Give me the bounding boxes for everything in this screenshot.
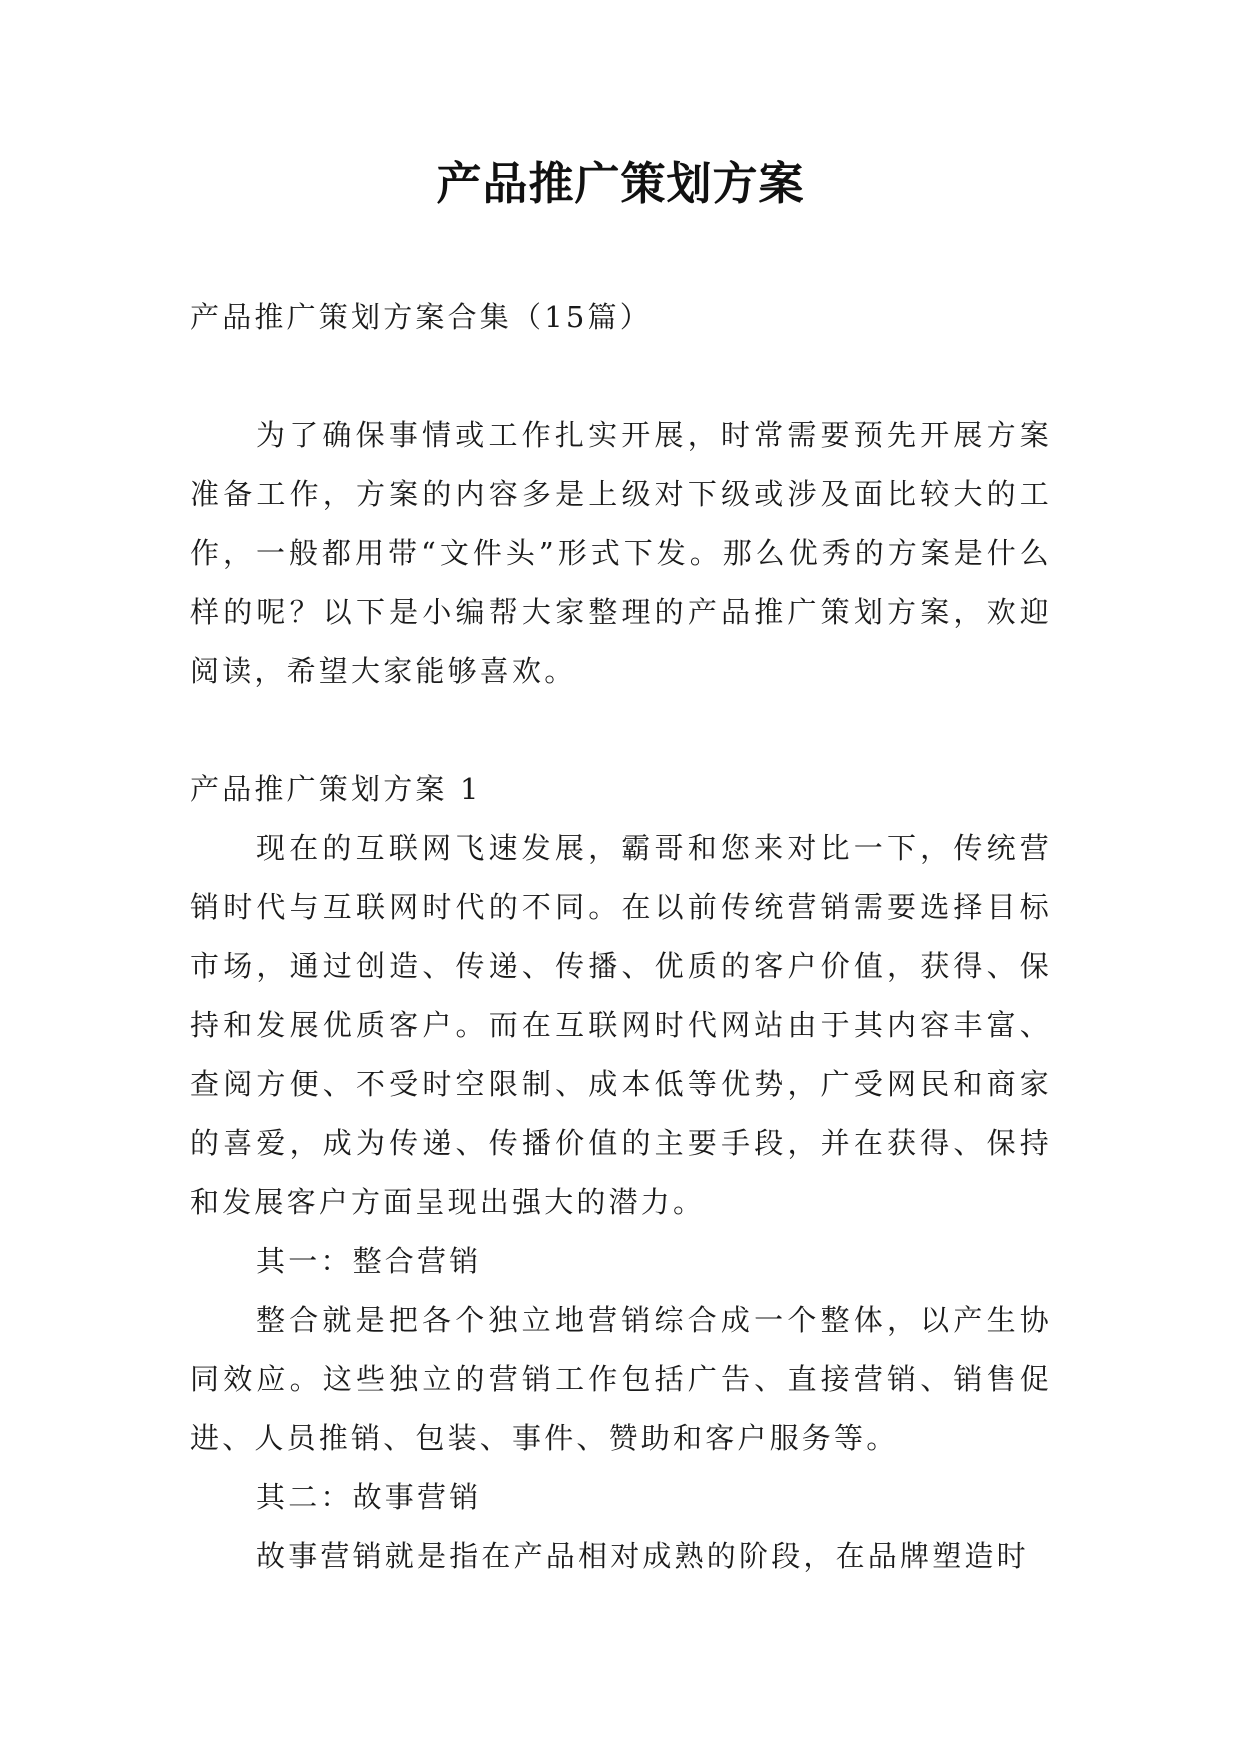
- section-1-heading: 产品推广策划方案 1: [190, 772, 482, 806]
- section-1-paragraph: 现在的互联网飞速发展，霸哥和您来对比一下，传统营销时代与互联网时代的不同。在以前传统营销需要选择目标市场，通过创造、传递、传播、优质的客户价值，获得、保持和发展优质客户。而在互联网时代网站由于其内容丰富、查阅方便、不受时空限制、成本低等优势，广受网民和商家的喜爱，成为传递、传播价值的主要手段，并在获得、保持和发展客户方面呈现出强大的潜力。: [190, 831, 1052, 1219]
- item-1-heading: 其一：整合营销: [256, 1244, 482, 1278]
- intro-paragraph: 为了确保事情或工作扎实开展，时常需要预先开展方案准备工作，方案的内容多是上级对下级或涉及面比较大的工作，一般都用带“文件头”形式下发。那么优秀的方案是什么样的呢？以下是小编帮大家整理的产品推广策划方案，欢迎阅读，希望大家能够喜欢。: [190, 418, 1052, 688]
- item-1-paragraph: 整合就是把各个独立地营销综合成一个整体，以产生协同效应。这些独立的营销工作包括广告、直接营销、销售促进、人员推销、包装、事件、赞助和客户服务等。: [190, 1303, 1052, 1455]
- document-subtitle: 产品推广策划方案合集（15篇）: [190, 300, 652, 334]
- document-body: [190, 288, 1052, 1586]
- item-2-heading: 其二：故事营销: [256, 1480, 482, 1514]
- item-2-paragraph: 故事营销就是指在产品相对成熟的阶段，在品牌塑造时: [256, 1539, 1029, 1573]
- document-title: 产品推广策划方案: [436, 157, 805, 210]
